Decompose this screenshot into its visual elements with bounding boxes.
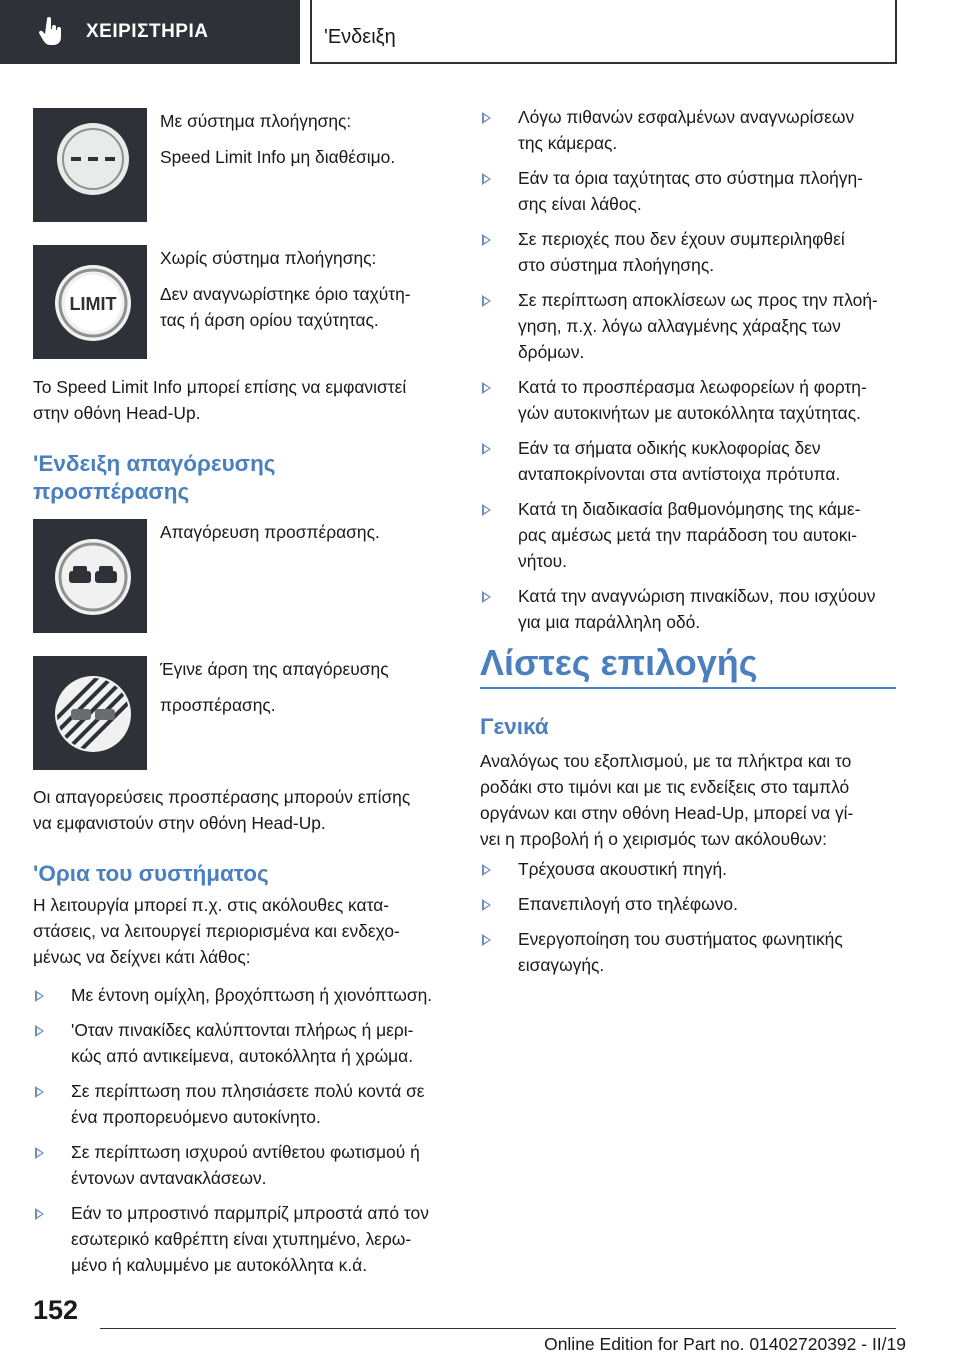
sign-caption: Απαγόρευση προσπέρασης. — [160, 522, 380, 542]
end-no-overtaking-icon — [33, 656, 147, 770]
triangle-bullet-icon — [482, 864, 491, 876]
sign-caption: τας ή άρση ορίου ταχύτητας. — [160, 310, 379, 330]
list-item: Ενεργοποίηση του συστήματος φωνητικής εισαγωγής. — [480, 926, 900, 978]
triangle-bullet-icon — [482, 504, 491, 516]
list-item: Εάν τα όρια ταχύτητας στο σύστημα πλοήγη- σης είναι λάθος. — [480, 165, 900, 217]
sign-caption: Δεν αναγνωρίστηκε όριο ταχύτη- — [160, 284, 411, 304]
section-title-block — [480, 641, 896, 689]
topic-box — [310, 0, 897, 64]
list-item: Τρέχουσα ακουστική πηγή. — [480, 856, 900, 882]
topic-title: 'Ενδειξη — [324, 26, 396, 48]
triangle-bullet-icon — [482, 234, 491, 246]
triangle-bullet-icon — [482, 899, 491, 911]
sign-caption: Χωρίς σύστημα πλοήγησης: — [160, 248, 377, 268]
title-rule — [480, 687, 896, 689]
list-item: Εάν τα σήματα οδικής κυκλοφορίας δεν ανταποκρίνονται στα αντίστοιχα πρότυπα. — [480, 435, 900, 487]
limit-badge-text: LIMIT — [69, 294, 117, 314]
list-item: Σε περίπτωση που πλησιάσετε πολύ κοντά σε ένα προπορευόμενο αυτοκίνητο. — [33, 1078, 453, 1130]
limit-sign-icon — [33, 245, 147, 359]
heading-line: Γενικά — [480, 714, 549, 739]
sign-text — [160, 245, 450, 333]
no-overtaking-icon — [33, 519, 147, 633]
section-title: Λίστες επιλογής — [480, 642, 758, 683]
list-item: 'Οταν πινακίδες καλύπτονται πλήρως ή μερι- κώς από αντικείμενα, αυτοκόλλητα ή χρώμα. — [33, 1017, 453, 1069]
triangle-bullet-icon — [482, 295, 491, 307]
text-line: μένως να δείχνει κάτι λάθος: — [33, 947, 251, 967]
text-line: Αναλόγως του εξοπλισμού, με τα πλήκτρα και το — [480, 751, 852, 771]
heading-system-limits — [33, 860, 453, 888]
list-item: Σε περίπτωση αποκλίσεων ως προς την πλοή- γηση, π.χ. λόγω αλλαγμένης χάραξης των δρόμων. — [480, 287, 900, 365]
edition-note: Online Edition for Part no. 01402720392 - II/19 — [544, 1334, 906, 1354]
text-line: νει η προβολή ή ο χειρισμός των ακόλουθων: — [480, 829, 827, 849]
sign-caption: Speed Limit Info μη διαθέσιμο. — [160, 147, 396, 167]
section-header — [0, 0, 300, 64]
speed-limit-unavailable-icon — [33, 108, 147, 222]
list-item: Λόγω πιθανών εσφαλμένων αναγνωρίσεων της κάμερας. — [480, 104, 900, 156]
text-line: ροδάκι στο τιμόνι και με τις ενδείξεις στο ταμπλό — [480, 777, 850, 797]
paragraph — [33, 374, 453, 426]
list-item: Κατά την αναγνώριση πινακίδων, που ισχύουν για μια παράλληλη οδό. — [480, 583, 900, 635]
section-title: ΧΕΙΡΙΣΤΗΡΙΑ — [86, 21, 209, 42]
text-line: Οι απαγορεύσεις προσπέρασης μπορούν επίσης — [33, 787, 411, 807]
triangle-bullet-icon — [35, 990, 44, 1002]
paragraph — [33, 784, 453, 836]
heading-line: προσπέρασης — [33, 479, 190, 504]
heading-line: 'Ενδειξη απαγόρευσης — [33, 451, 276, 476]
text-line: να εμφανιστούν στην οθόνη Head-Up. — [33, 813, 326, 833]
triangle-bullet-icon — [35, 1086, 44, 1098]
triangle-bullet-icon — [482, 173, 491, 185]
triangle-bullet-icon — [482, 591, 491, 603]
sign-caption: προσπέρασης. — [160, 695, 276, 715]
list-item: Εάν το μπροστινό παρμπρίζ μπροστά από τον εσωτερικό καθρέπτη είναι χτυπημένο, λερω- μένο ή καλυμμένο με αυτοκόλλητα κ.ά. — [33, 1200, 453, 1278]
heading-line: 'Ορια του συστήματος — [33, 861, 269, 886]
triangle-bullet-icon — [35, 1147, 44, 1159]
triangle-bullet-icon — [482, 443, 491, 455]
footer-rule — [100, 1328, 896, 1329]
sign-caption: Έγινε άρση της απαγόρευσης — [160, 659, 389, 679]
triangle-bullet-icon — [482, 382, 491, 394]
list-item: Σε περιοχές που δεν έχουν συμπεριληφθεί στο σύστημα πλοήγησης. — [480, 226, 900, 278]
heading-overtaking — [33, 450, 453, 506]
bullet-list — [480, 104, 900, 644]
text-line: στάσεις, να λειτουργεί περιορισμένα και ενδεχο- — [33, 921, 400, 941]
paragraph — [33, 892, 453, 970]
triangle-bullet-icon — [35, 1025, 44, 1037]
bullet-list — [33, 982, 453, 1287]
subsection-heading — [480, 713, 896, 741]
page-number: 152 — [33, 1295, 79, 1325]
list-item: Με έντονη ομίχλη, βροχόπτωση ή χιονόπτωση. — [33, 982, 453, 1008]
text-line: Το Speed Limit Info μπορεί επίσης να εμφανιστεί — [33, 377, 407, 397]
paragraph — [480, 748, 900, 852]
text-line: οργάνων και στην οθόνη Head-Up, μπορεί να γί- — [480, 803, 854, 823]
list-item: Κατά το προσπέρασμα λεωφορείων ή φορτη- γών αυτοκινήτων με αυτοκόλλητα ταχύτητας. — [480, 374, 900, 426]
triangle-bullet-icon — [482, 934, 491, 946]
text-line: στην οθόνη Head-Up. — [33, 403, 201, 423]
hand-pointer-icon — [38, 17, 78, 47]
sign-text — [160, 108, 450, 170]
list-item: Επανεπιλογή στο τηλέφωνο. — [480, 891, 900, 917]
text-line: Η λειτουργία μπορεί π.χ. στις ακόλουθες κατα- — [33, 895, 390, 915]
sign-caption: Με σύστημα πλοήγησης: — [160, 111, 352, 131]
list-item: Σε περίπτωση ισχυρού αντίθετου φωτισμού ή έντονων αντανακλάσεων. — [33, 1139, 453, 1191]
sign-text — [160, 656, 450, 718]
bullet-list — [480, 856, 900, 987]
sign-text — [160, 519, 450, 545]
triangle-bullet-icon — [482, 112, 491, 124]
list-item: Κατά τη διαδικασία βαθμονόμησης της κάμε- ρας αμέσως μετά την παράδοση του αυτοκι- νήτου. — [480, 496, 900, 574]
triangle-bullet-icon — [35, 1208, 44, 1220]
